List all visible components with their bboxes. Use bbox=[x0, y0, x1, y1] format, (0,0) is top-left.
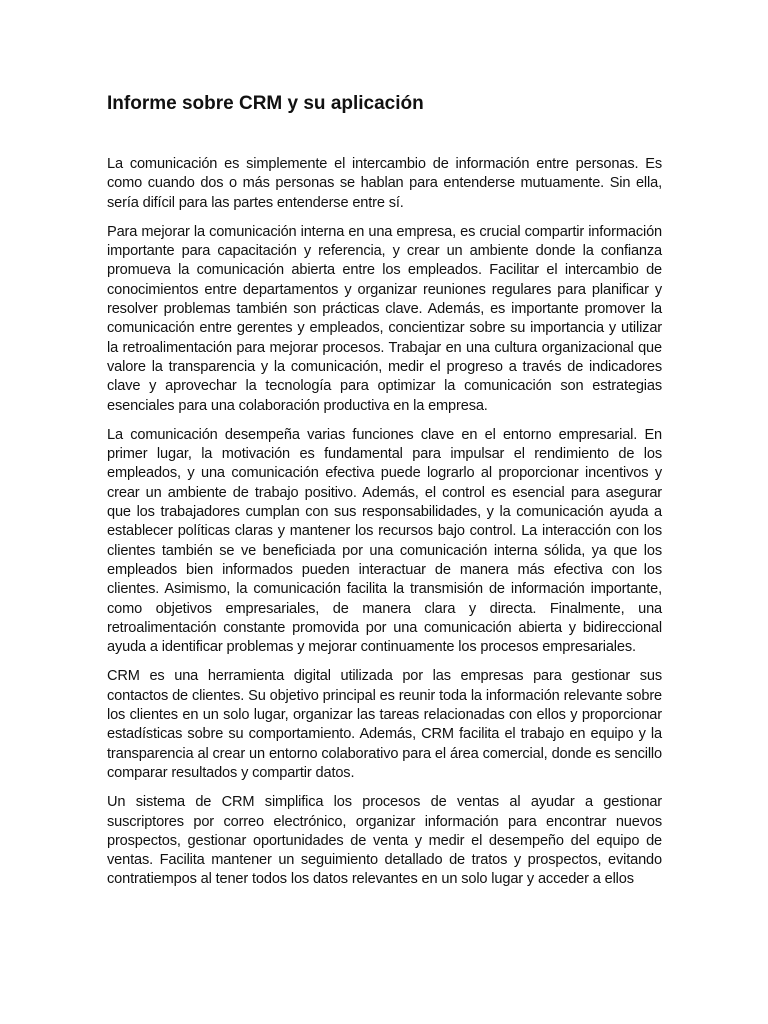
paragraph-communication-definition: La comunicación es simplemente el intercambio de información entre personas. Es como cuando dos o más personas se hablan para entenderse mutuamente. Sin ella, sería difícil para las partes entenderse entre sí. bbox=[107, 156, 662, 211]
document-body bbox=[107, 155, 662, 890]
paragraph-crm-sales: Un sistema de CRM simplifica los procesos de ventas al ayudar a gestionar suscriptores por correo electrónico, organizar información para encontrar nuevos prospectos, gestionar oportunidades de venta y medir el desempeño del equipo de ventas. Facilita mantener un seguimiento detallado de tratos y prospectos, evitando contratiempos al tener todos los datos relevantes en un solo lugar y acceder a ellos bbox=[107, 794, 662, 888]
paragraph-internal-communication: Para mejorar la comunicación interna en una empresa, es crucial compartir información importante para capacitación y referencia, y crear un ambiente donde la confianza promueva la comunicación abierta entre los empleados. Facilitar el intercambio de conocimientos entre departamentos y organizar reuniones regulares para planificar y resolver problemas también son prácticas clave. Además, es importante promover la comunicación entre gerentes y empleados, concientizar sobre su importancia y utilizar la retroalimentación para mejorar procesos. Trabajar en una cultura organizacional que valore la transparencia y la comunicación, medir el progreso a través de indicadores clave y aprovechar la tecnología para optimizar la comunicación son estrategias esenciales para una colaboración productiva en la empresa. bbox=[107, 223, 662, 414]
document-title: Informe sobre CRM y su aplicación bbox=[107, 93, 424, 114]
paragraph-crm-definition: CRM es una herramienta digital utilizada por las empresas para gestionar sus contactos de clientes. Su objetivo principal es reunir toda la información relevante sobre los clientes en un solo lugar, organizar las tareas relacionadas con ellos y proporcionar estadísticas sobre su comportamiento. Además, CRM facilita el trabajo en equipo y la transparencia al crear un entorno colaborativo para el área comercial, donde es sencillo comparar resultados y compartir datos. bbox=[107, 668, 662, 781]
paragraph-communication-functions: La comunicación desempeña varias funciones clave en el entorno empresarial. En primer lugar, la motivación es fundamental para impulsar el rendimiento de los empleados, y una comunicación efectiva puede lograrlo al proporcionar incentivos y crear un ambiente de trabajo positivo. Además, el control es esencial para asegurar que los trabajadores cumplan con sus responsabilidades, y la comunicación ayuda a establecer políticas claras y mantener los recursos bajo control. La interacción con los clientes también se ve beneficiada por una comunicación interna sólida, ya que los empleados bien informados pueden interactuar de manera más efectiva con los clientes. Asimismo, la comunicación facilita la transmisión de información importante, como objetivos empresariales, de manera clara y directa. Finalmente, una retroalimentación constante promovida por una comunicación abierta y bidireccional ayuda a identificar problemas y mejorar continuamente los procesos empresariales. bbox=[107, 426, 662, 656]
